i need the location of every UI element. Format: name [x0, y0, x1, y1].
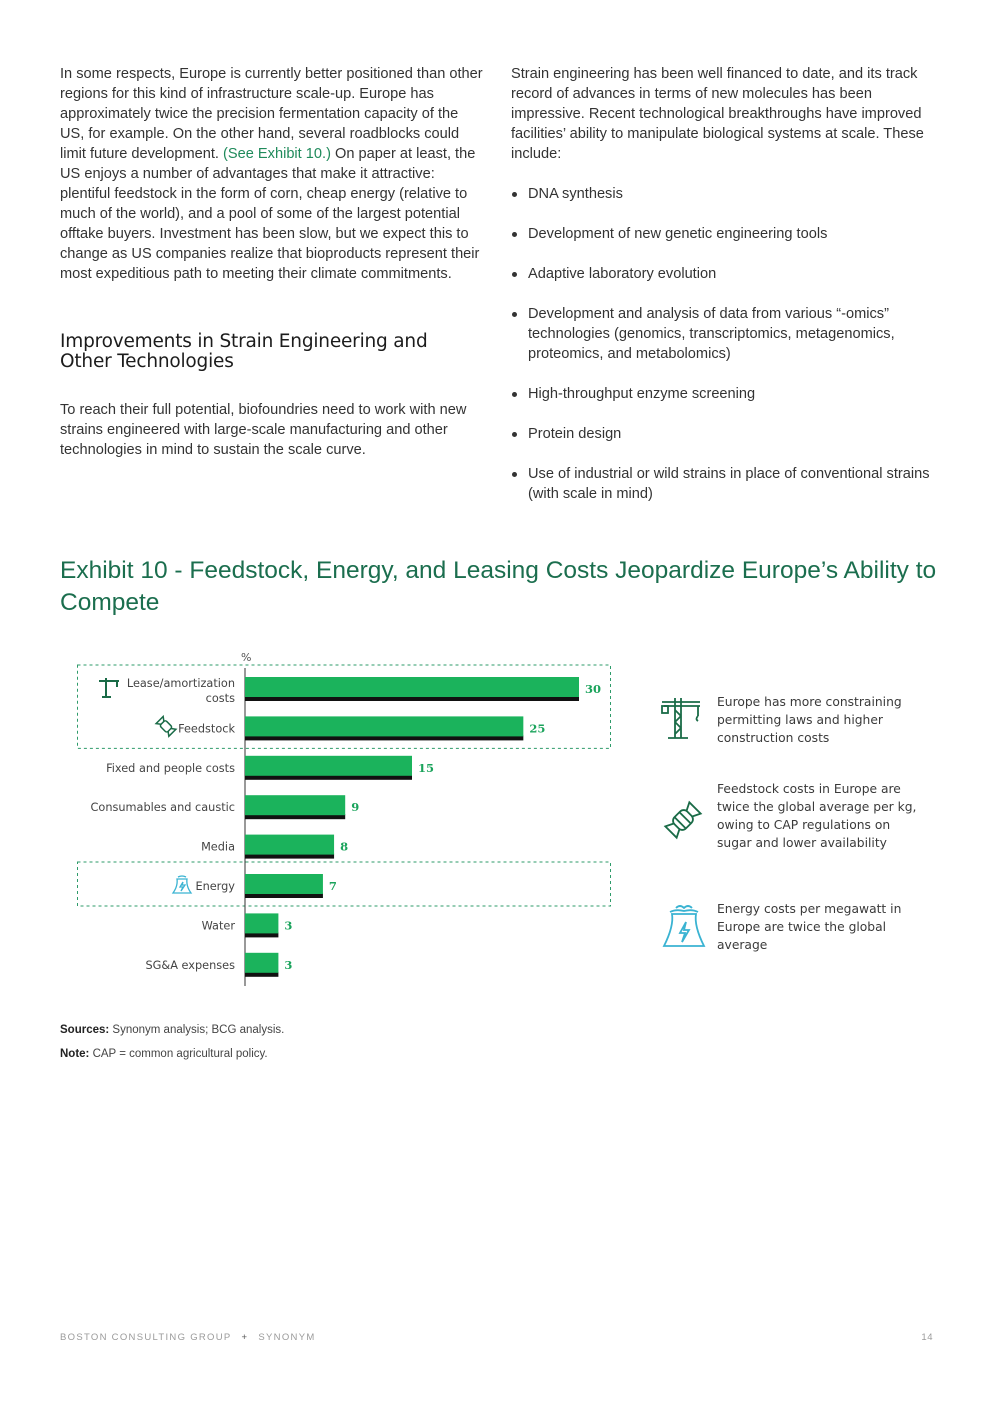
list-item: Adaptive laboratory evolution [511, 264, 935, 284]
note-text: CAP = common agricultural policy. [89, 1048, 268, 1060]
chart-notes [60, 1018, 284, 1066]
crane-icon [99, 678, 119, 697]
value-label: 25 [529, 721, 546, 736]
category-label: Energy [195, 880, 235, 893]
bar [245, 953, 278, 973]
strain-paragraph: To reach their full potential, biofoundries need to work with new strains engineered with large-scale manufacturing and other technologies in mind to sustain the scale curve. [60, 402, 467, 458]
intro-paragraph [60, 64, 484, 284]
page-number: 14 [921, 1332, 933, 1343]
footer-separator: + [241, 1332, 249, 1343]
value-label: 3 [284, 957, 293, 972]
value-label: 30 [585, 682, 602, 696]
page-footer [60, 1332, 933, 1343]
category-label: SG&A expenses [145, 958, 235, 972]
list-item: DNA synthesis [511, 184, 935, 204]
value-label: 7 [328, 879, 337, 893]
value-label: 15 [418, 760, 435, 775]
technology-list [511, 184, 935, 504]
power-plant-icon [173, 876, 191, 893]
right-column [511, 64, 935, 524]
list-item: Protein design [511, 424, 935, 444]
highlight-box [78, 862, 611, 906]
sources-label: Sources: [60, 1024, 110, 1036]
feedstock-icon [660, 796, 706, 849]
bar [245, 795, 345, 815]
footer-org-right: SYNONYM [258, 1332, 316, 1343]
bar [245, 756, 412, 776]
category-label: Water [201, 919, 235, 933]
feedstock-icon [156, 717, 176, 737]
category-label: Consumables and caustic [90, 801, 235, 815]
value-label: 9 [351, 800, 360, 815]
feedstock-callout: Feedstock costs in Europe are twice the global average per kg, owing to CAP regulations on sugar and lower availability [717, 782, 917, 850]
crane-callout: Europe has more constraining permitting laws and higher construction costs [717, 695, 902, 745]
value-label: 8 [340, 839, 349, 854]
crane-icon [660, 696, 704, 747]
section-heading: Improvements in Strain Engineering and Other Technologies [60, 331, 428, 372]
list-item: High-throughput enzyme screening [511, 384, 935, 404]
bar [245, 677, 579, 697]
list-item: Development of new genetic engineering tools [511, 224, 935, 244]
intro-text-b: On paper at least, the US enjoys a number of advantages that make it attractive: plentiful feedstock in the form of corn, cheap energy (relative to much of the world), and a pool of some of the largest potential offtake buyers. Investment has been slow, but we expect this to change as US companies realize that bioproducts represent their most expeditious path to meeting their climate commitments. [60, 146, 480, 282]
list-item: Use of industrial or wild strains in place of conventional strains (with scale in mind) [511, 464, 935, 504]
unit-label: % [241, 651, 252, 664]
bar [245, 874, 323, 894]
exhibit-link[interactable]: (See Exhibit 10.) [223, 146, 331, 162]
intro-text-a: In some respects, Europe is currently better positioned than other regions for this kind of infrastructure scale-up. Europe has approximately twice the precision fermentation capacity of the US, for example. On the other hand, several roadblocks could limit future development. [60, 66, 483, 162]
list-item: Development and analysis of data from various “-omics” technologies (genomics, transcriptomics, metagenomics, proteomics, and metabolomics) [511, 304, 935, 364]
value-label: 3 [284, 918, 293, 933]
exhibit-title: Exhibit 10 - Feedstock, Energy, and Leasing Costs Jeopardize Europe’s Ability to Compete [60, 557, 937, 616]
bar [245, 835, 334, 855]
note-line [60, 1042, 284, 1066]
power-plant-icon [660, 902, 708, 955]
category-label: Lease/amortization costs [126, 677, 235, 705]
energy-callout: Energy costs per megawatt in Europe are twice the global average [717, 902, 902, 952]
category-label: Feedstock [178, 722, 235, 736]
category-label: Fixed and people costs [106, 761, 235, 775]
strain-intro-paragraph: Strain engineering has been well financed to date, and its track record of advances in terms of new molecules has been impressive. Recent technological breakthroughs have improved facilities’ ability to manipulate biological systems at scale. These include: [511, 66, 924, 162]
note-label: Note: [60, 1048, 90, 1060]
cost-bar-chart [0, 640, 640, 1000]
category-label: Media [201, 840, 235, 854]
bar [245, 716, 523, 736]
left-column [60, 64, 484, 460]
sources-text: Synonym analysis; BCG analysis. [109, 1024, 285, 1036]
footer-org-left: BOSTON CONSULTING GROUP [60, 1332, 232, 1343]
sources-line [60, 1018, 284, 1042]
bar [245, 913, 278, 933]
